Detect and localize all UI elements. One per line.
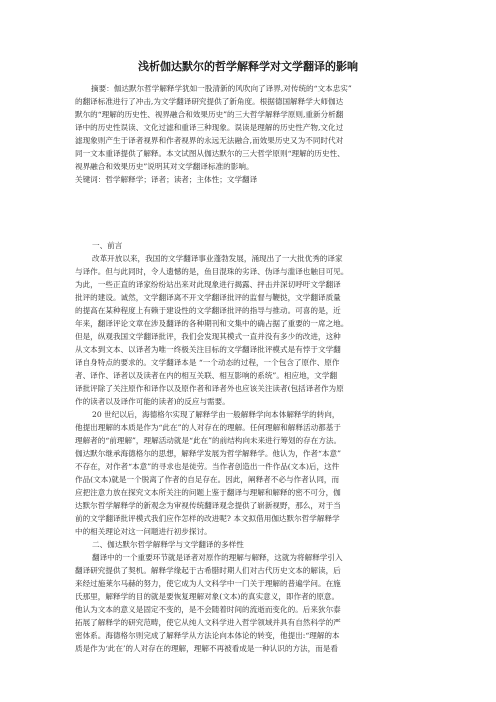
document-title: 浅析伽达默尔的哲学解释学对文学翻译的影响 <box>138 60 358 73</box>
body-line: 氏那里，解释学的目的就是要恢复理解对象(文本)的真实意义，即作者的原意。 <box>75 592 340 601</box>
body-line: 中的相关理论对这一问题进行初步探讨。 <box>75 527 212 536</box>
body-line: 从文本到文本、以译者为唯一终极关注目标的文学翻译批评模式是有悖于文学翻 <box>75 345 341 354</box>
body-line: 质是作为‘此在’的人对存在的理解，理解不再被看成是一种认识的方法，而是看 <box>75 644 339 653</box>
body-line: 密体系。海德格尔则完成了解释学从方法论向本体论的转变，他提出:“理解的本 <box>75 631 340 640</box>
body-line: 20 世纪以后，海德格尔实现了解释学由一般解释学向本体解释学的转向， <box>92 410 340 419</box>
body-line: 作品(文本)就是一个脱离了作者的自足存在。因此，阐释者不必与作者认同，而 <box>75 475 340 484</box>
body-line: 但是，纵观我国文学翻译批评，我们会发现其模式一直并没有多少的改进，这种 <box>75 332 341 341</box>
body-line: 伽达默尔继承海德格尔的思想，解释学发展为哲学解释学。他认为，作者“本意” <box>75 449 341 458</box>
body-line: 理解者的“前理解”，理解活动就是“此在”的前结构向未来进行筹划的存在方法。 <box>75 436 342 445</box>
keywords: 关键词：哲学解释学；译者；读者；主体性；文学翻译 <box>75 175 258 184</box>
body-line: 与译作。但与此同时，令人遗憾的是，鱼目混珠的劣译、伪译与滥译也触目可见。 <box>75 267 349 276</box>
abstract-line: 摘要：伽达默尔哲学解释学犹如一股清新的风吹向了译界,对传统的“文本忠实” <box>91 84 352 93</box>
body-line: 译批评除了关注原作和译作以及原作者和译者外也应该关注读者(包括译者作为原 <box>75 384 344 393</box>
section-heading: 二、伽达默尔哲学解释学与文学翻译的多样性 <box>92 540 244 549</box>
body-line: 拓展了解释学的研究范畴，使它从纯人文科学进入哲学领域并具有自然科学的严 <box>75 618 341 627</box>
body-line: 批评的建设。诚然，文学翻译离不开文学翻译批评的监督与鞭挞，文学翻译质量 <box>75 293 341 302</box>
body-line: 他认为文本的意义是固定不变的，是不会随着时间的流逝而变化的。后来狄尔泰 <box>75 605 341 614</box>
abstract-line: 同一文本重译提供了解释。本文试图从伽达默尔的三大哲学原则“理解的历史性、 <box>75 149 345 158</box>
body-line: 改革开放以来，我国的文学翻译事业蓬勃发展，涌现出了一大批优秀的译家 <box>92 254 343 263</box>
body-line: 他提出理解的本质是作为“此在”的人对存在的理解。任何理解和解释活动都基于 <box>75 423 341 432</box>
body-line: 翻译中的一个重要环节就是译者对原作的理解与解释，这就为将解释学引入 <box>92 553 343 562</box>
body-line: 年来，翻译评论文章在涉及翻译的各种期刊和文集中的确占据了重要的一席之地。 <box>75 319 349 328</box>
body-line: 者、译作、译者以及读者在内的相互关联、相互影响的系统”。相应地，文学翻 <box>75 371 338 380</box>
body-line: 的提高在某种程度上有赖于建设性的文学翻译批评的指导与推动。可喜的是，近 <box>75 306 341 315</box>
body-line: 作的读者以及译作可能的读者)的反应与需要。 <box>75 397 230 406</box>
body-line: 来经过施莱尔马赫的努力，使它成为人文科学中一门关于理解的普遍学问。在施 <box>75 579 341 588</box>
body-line: 译自身特点的要求的。文学翻译本是 “一个动态的过程，一个包含了原作、原作 <box>75 358 340 367</box>
body-line: 翻译研究提供了契机。解释学缘起于古希腊时期人们对古代历史文本的解读，后 <box>75 566 341 575</box>
body-line: 为此，一些正直的译家纷纷站出来对此现象进行揭露、抨击并深切呼吁文学翻译 <box>75 280 341 289</box>
body-line: 达默尔哲学解释学的新观念为审视传统翻译观念提供了崭新视野，那么，对于当 <box>75 501 341 510</box>
body-line: 应把注意力放在探究文本所关注的问题上鉴于翻译与理解和解释的密不可分，伽 <box>75 488 341 497</box>
body-line: 前的文学翻译批评模式我们应作怎样的改进呢? 本文拟借用伽达默尔哲学解释学 <box>75 514 340 523</box>
abstract-line: 视界融合和效果历史”说明其对文学翻译标准的影响。 <box>75 162 254 171</box>
abstract-line: 默尔的“理解的历史性、视界融合和效果历史”的三大哲学解释学原则,重新分析翻 <box>75 110 344 119</box>
section-heading: 一、前言 <box>92 241 123 250</box>
abstract-line: 的翻译标准进行了冲击,为文学翻译研究提供了新角度。根据德国解释学大师伽达 <box>75 97 344 106</box>
body-line: 不存在，对作者“本意”的寻求也是徒劳。当作者创造出一件作品(文本)后，这件 <box>75 462 340 471</box>
abstract-line: 滤现象则产生于译者视界和作者视界的永远无法融合,而效果历史又为不同时代对 <box>75 136 344 145</box>
abstract-line: 译中的历史性误读、文化过滤和重译三种现象。误读是理解的历史性产物,文化过 <box>75 123 344 132</box>
